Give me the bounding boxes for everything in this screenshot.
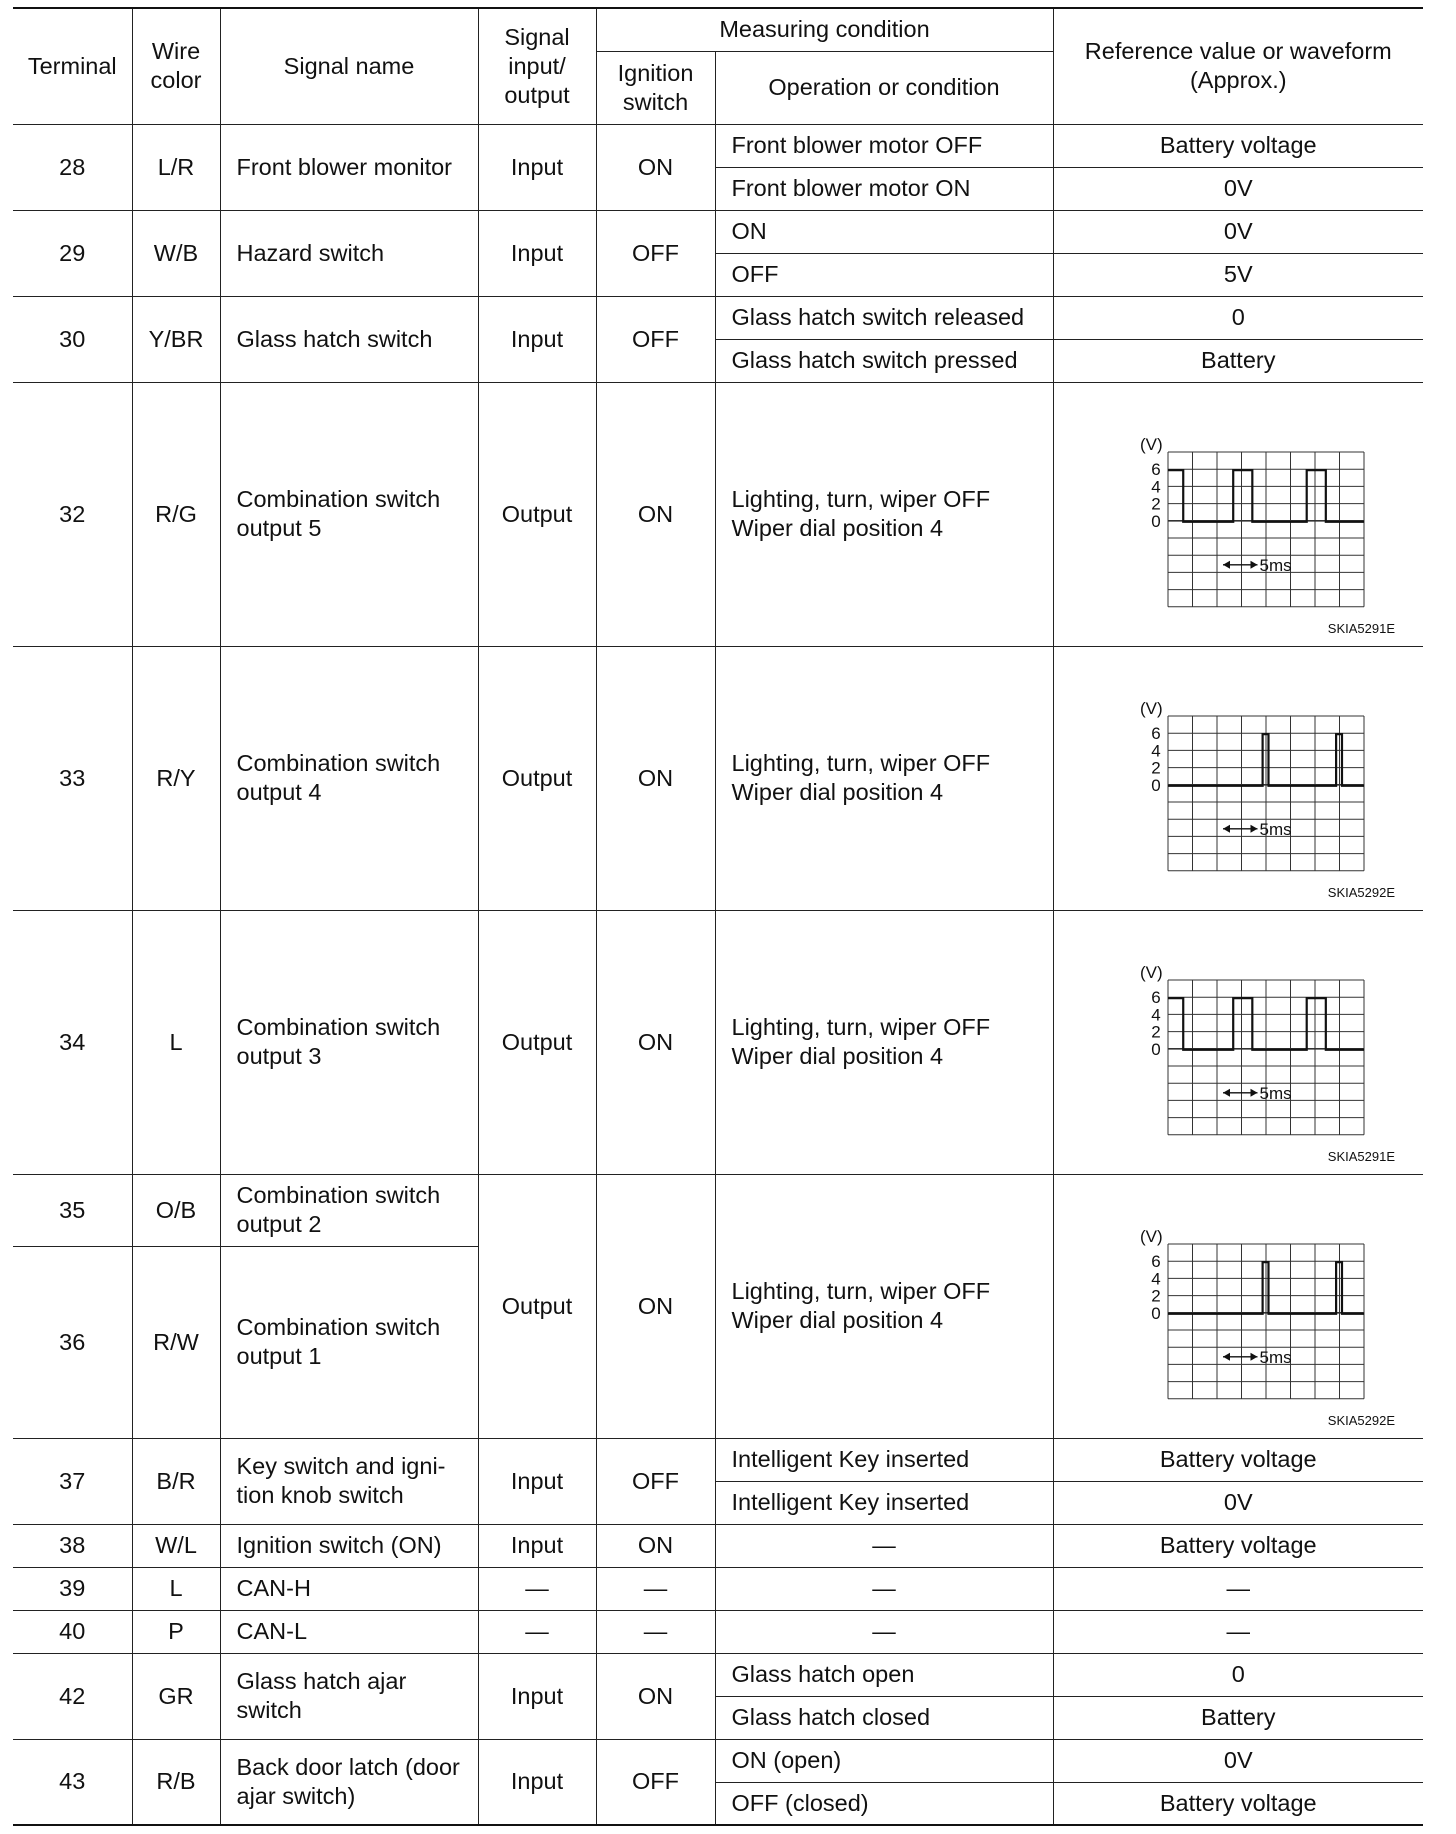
- header-wire-color: Wire color: [132, 8, 220, 124]
- waveform-cell: [1053, 646, 1423, 910]
- wire-color-cell: L: [132, 1567, 220, 1610]
- y-tick-label: 6: [1151, 724, 1161, 744]
- y-tick-label: 4: [1151, 741, 1161, 761]
- signal-io-cell: Input: [478, 1438, 596, 1524]
- value-cell: 0V: [1053, 1481, 1423, 1524]
- time-div-label: 5ms: [1259, 1083, 1292, 1103]
- value-cell: 0: [1053, 1653, 1423, 1696]
- value-cell: —: [1053, 1567, 1423, 1610]
- waveform-chart: [1108, 414, 1368, 614]
- signal-name-cell: Ignition switch (ON): [220, 1524, 478, 1567]
- condition-cell: —: [715, 1524, 1053, 1567]
- ignition-cell: OFF: [596, 210, 715, 296]
- ignition-cell: OFF: [596, 1438, 715, 1524]
- waveform-chart: [1108, 1206, 1368, 1406]
- wire-color-cell: B/R: [132, 1438, 220, 1524]
- wire-color-cell: L: [132, 910, 220, 1174]
- condition-cell: —: [715, 1610, 1053, 1653]
- figure-id: SKIA5291E: [1327, 1148, 1396, 1164]
- condition-cell: ON: [715, 210, 1053, 253]
- terminal-cell: 32: [13, 382, 132, 646]
- value-cell: 0V: [1053, 167, 1423, 210]
- condition-cell: —: [715, 1567, 1053, 1610]
- waveform-cell: [1053, 1174, 1423, 1438]
- y-tick-label: 2: [1151, 1022, 1161, 1042]
- ignition-cell: ON: [596, 382, 715, 646]
- wire-color-cell: R/W: [132, 1246, 220, 1438]
- table-row: [13, 124, 1423, 167]
- signal-name-cell: Glass hatch ajar switch: [220, 1653, 478, 1739]
- table-row: [13, 296, 1423, 339]
- wire-color-cell: Y/BR: [132, 296, 220, 382]
- condition-cell: Intelligent Key inserted: [715, 1481, 1053, 1524]
- condition-cell: OFF: [715, 253, 1053, 296]
- signal-name-cell: Back door latch (door ajar switch): [220, 1739, 478, 1825]
- condition-cell: OFF (closed): [715, 1782, 1053, 1825]
- ignition-cell: ON: [596, 1174, 715, 1438]
- time-div-label: 5ms: [1259, 819, 1292, 839]
- value-cell: Battery: [1053, 339, 1423, 382]
- signal-io-cell: Input: [478, 210, 596, 296]
- condition-cell: Lighting, turn, wiper OFF Wiper dial position 4: [715, 910, 1053, 1174]
- signal-name-cell: CAN-L: [220, 1610, 478, 1653]
- condition-cell: Front blower motor ON: [715, 167, 1053, 210]
- table-row: [13, 382, 1423, 646]
- signal-io-cell: Input: [478, 1524, 596, 1567]
- ignition-cell: ON: [596, 1524, 715, 1567]
- value-cell: 0V: [1053, 1739, 1423, 1782]
- signal-name-cell: CAN-H: [220, 1567, 478, 1610]
- signal-io-cell: Output: [478, 646, 596, 910]
- table-row: [13, 910, 1423, 1174]
- ignition-cell: OFF: [596, 296, 715, 382]
- ignition-cell: ON: [596, 646, 715, 910]
- header-operation: Operation or condition: [715, 51, 1053, 124]
- wire-color-cell: GR: [132, 1653, 220, 1739]
- time-marker-arrow: [1223, 561, 1230, 569]
- condition-cell: Intelligent Key inserted: [715, 1438, 1053, 1481]
- y-tick-label: 2: [1151, 758, 1161, 778]
- wire-color-cell: R/G: [132, 382, 220, 646]
- signal-io-cell: —: [478, 1567, 596, 1610]
- figure-id: SKIA5292E: [1327, 884, 1396, 900]
- wire-color-cell: R/Y: [132, 646, 220, 910]
- wire-color-cell: W/B: [132, 210, 220, 296]
- value-cell: Battery voltage: [1053, 1524, 1423, 1567]
- table-row: [13, 1524, 1423, 1567]
- figure-id: SKIA5292E: [1327, 1412, 1396, 1428]
- value-cell: Battery voltage: [1053, 124, 1423, 167]
- signal-name-cell: Combination switch output 2: [220, 1174, 478, 1246]
- y-unit-label: (V): [1140, 963, 1163, 982]
- table-row: [13, 1174, 1423, 1246]
- figure-id: SKIA5291E: [1327, 620, 1396, 636]
- table-row: [13, 1739, 1423, 1782]
- y-tick-label: 0: [1151, 511, 1161, 531]
- value-cell: Battery: [1053, 1696, 1423, 1739]
- time-marker-arrow: [1223, 1089, 1230, 1097]
- y-tick-label: 2: [1151, 1286, 1161, 1306]
- signal-name-cell: Glass hatch switch: [220, 296, 478, 382]
- waveform-cell: [1053, 382, 1423, 646]
- time-marker-arrow: [1251, 1089, 1258, 1097]
- terminal-cell: 42: [13, 1653, 132, 1739]
- signal-io-cell: —: [478, 1610, 596, 1653]
- time-div-label: 5ms: [1259, 1347, 1292, 1367]
- y-tick-label: 2: [1151, 494, 1161, 514]
- value-cell: 5V: [1053, 253, 1423, 296]
- signal-name-cell: Hazard switch: [220, 210, 478, 296]
- header-measuring-condition: Measuring condition: [596, 8, 1053, 51]
- signal-io-cell: Input: [478, 1739, 596, 1825]
- y-tick-label: 6: [1151, 988, 1161, 1008]
- ignition-cell: ON: [596, 1653, 715, 1739]
- signal-name-cell: Combination switch output 5: [220, 382, 478, 646]
- signal-name-cell: Combination switch output 1: [220, 1246, 478, 1438]
- y-unit-label: (V): [1140, 1227, 1163, 1246]
- terminal-cell: 38: [13, 1524, 132, 1567]
- terminal-cell: 33: [13, 646, 132, 910]
- terminal-cell: 35: [13, 1174, 132, 1246]
- y-tick-label: 4: [1151, 1005, 1161, 1025]
- waveform-chart: [1108, 678, 1368, 878]
- time-marker-arrow: [1223, 1353, 1230, 1361]
- value-cell: 0V: [1053, 210, 1423, 253]
- time-marker-arrow: [1251, 825, 1258, 833]
- time-marker-arrow: [1251, 561, 1258, 569]
- header-signal-io: Signal input/ output: [478, 8, 596, 124]
- signal-io-cell: Input: [478, 124, 596, 210]
- wire-color-cell: O/B: [132, 1174, 220, 1246]
- y-tick-label: 0: [1151, 775, 1161, 795]
- ignition-cell: ON: [596, 124, 715, 210]
- terminal-cell: 37: [13, 1438, 132, 1524]
- condition-cell: Glass hatch closed: [715, 1696, 1053, 1739]
- value-cell: Battery voltage: [1053, 1782, 1423, 1825]
- y-tick-label: 0: [1151, 1039, 1161, 1059]
- condition-cell: Lighting, turn, wiper OFF Wiper dial position 4: [715, 646, 1053, 910]
- condition-cell: Front blower motor OFF: [715, 124, 1053, 167]
- time-div-label: 5ms: [1259, 555, 1292, 575]
- ignition-cell: ON: [596, 910, 715, 1174]
- waveform-chart: [1108, 942, 1368, 1142]
- condition-cell: ON (open): [715, 1739, 1053, 1782]
- y-tick-label: 6: [1151, 460, 1161, 480]
- table-row: [13, 1610, 1423, 1653]
- wire-color-cell: P: [132, 1610, 220, 1653]
- terminal-cell: 30: [13, 296, 132, 382]
- header-signal-name: Signal name: [220, 8, 478, 124]
- ignition-cell: OFF: [596, 1739, 715, 1825]
- terminal-table: [13, 7, 1423, 1826]
- terminal-cell: 28: [13, 124, 132, 210]
- value-cell: Battery voltage: [1053, 1438, 1423, 1481]
- terminal-cell: 34: [13, 910, 132, 1174]
- condition-cell: Glass hatch open: [715, 1653, 1053, 1696]
- terminal-cell: 40: [13, 1610, 132, 1653]
- y-tick-label: 4: [1151, 1269, 1161, 1289]
- signal-io-cell: Output: [478, 382, 596, 646]
- time-marker-arrow: [1223, 825, 1230, 833]
- signal-name-cell: Key switch and igni- tion knob switch: [220, 1438, 478, 1524]
- value-cell: —: [1053, 1610, 1423, 1653]
- header-reference: Reference value or waveform (Approx.): [1053, 8, 1423, 124]
- terminal-cell: 29: [13, 210, 132, 296]
- y-tick-label: 0: [1151, 1303, 1161, 1323]
- condition-cell: Glass hatch switch pressed: [715, 339, 1053, 382]
- wire-color-cell: R/B: [132, 1739, 220, 1825]
- wire-color-cell: L/R: [132, 124, 220, 210]
- terminal-cell: 43: [13, 1739, 132, 1825]
- value-cell: 0: [1053, 296, 1423, 339]
- time-marker-arrow: [1251, 1353, 1258, 1361]
- table-row: [13, 646, 1423, 910]
- table-row: [13, 210, 1423, 253]
- signal-io-cell: Input: [478, 296, 596, 382]
- terminal-cell: 39: [13, 1567, 132, 1610]
- table-row: [13, 1653, 1423, 1696]
- ignition-cell: —: [596, 1610, 715, 1653]
- wire-color-cell: W/L: [132, 1524, 220, 1567]
- y-tick-label: 6: [1151, 1252, 1161, 1272]
- header-ignition-switch: Ignition switch: [596, 51, 715, 124]
- table-row: [13, 1567, 1423, 1610]
- signal-name-cell: Combination switch output 3: [220, 910, 478, 1174]
- y-tick-label: 4: [1151, 477, 1161, 497]
- table-row: [13, 1438, 1423, 1481]
- condition-cell: Lighting, turn, wiper OFF Wiper dial position 4: [715, 1174, 1053, 1438]
- condition-cell: Lighting, turn, wiper OFF Wiper dial position 4: [715, 382, 1053, 646]
- signal-name-cell: Combination switch output 4: [220, 646, 478, 910]
- y-unit-label: (V): [1140, 435, 1163, 454]
- y-unit-label: (V): [1140, 699, 1163, 718]
- terminal-cell: 36: [13, 1246, 132, 1438]
- condition-cell: Glass hatch switch released: [715, 296, 1053, 339]
- ignition-cell: —: [596, 1567, 715, 1610]
- header-terminal: Terminal: [13, 8, 132, 124]
- waveform-cell: [1053, 910, 1423, 1174]
- signal-io-cell: Output: [478, 1174, 596, 1438]
- signal-name-cell: Front blower monitor: [220, 124, 478, 210]
- signal-io-cell: Output: [478, 910, 596, 1174]
- signal-io-cell: Input: [478, 1653, 596, 1739]
